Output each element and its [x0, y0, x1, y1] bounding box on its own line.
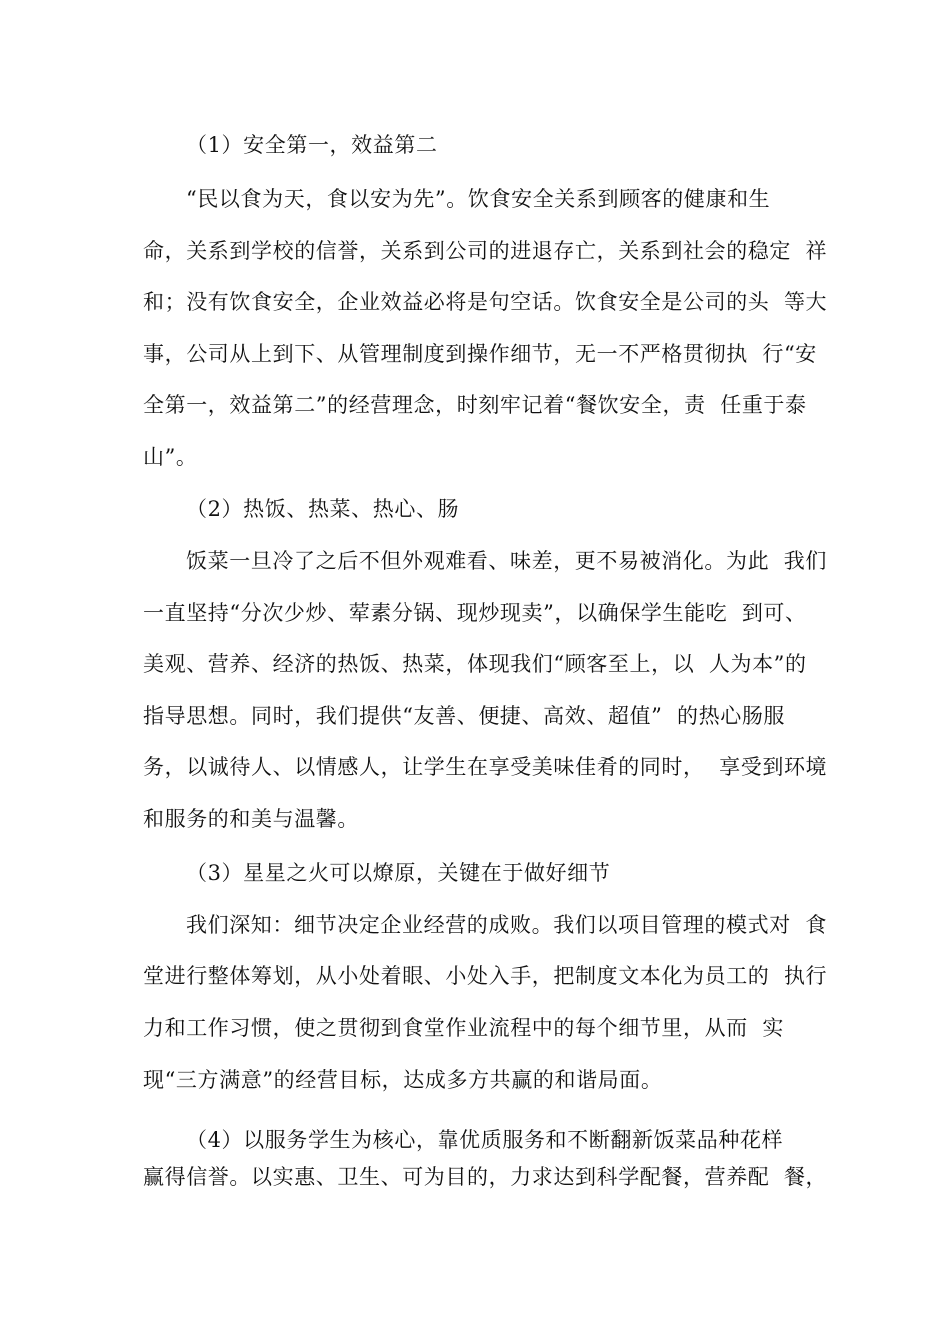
section-1-line: “民以食为天，食以安为先”。饮食安全关系到顾客的健康和生 [186, 187, 771, 211]
section-4-line: 赢得信誉。以实惠、卫生、可为目的，力求达到科学配餐，营养配 餐， [143, 1165, 828, 1189]
section-1-line: 命，关系到学校的信誉，关系到公司的进退存亡，关系到社会的稳定 祥 [143, 239, 828, 263]
section-2-line: 一直坚持“分次少炒、荤素分锅、现炒现卖”，以确保学生能吃 到可、 [143, 601, 807, 625]
section-2-line: 饭菜一旦冷了之后不但外观难看、味差，更不易被消化。为此 我们 [186, 549, 827, 573]
section-1-heading: （1）安全第一，效益第二 [186, 133, 438, 157]
section-3-line: 现“三方满意”的经营目标，达成多方共赢的和谐局面。 [143, 1068, 663, 1092]
section-1-line: 事，公司从上到下、从管理制度到操作细节，无一不严格贯彻执 行“安 [143, 342, 817, 366]
section-2-heading: （2）热饭、热菜、热心、肠 [186, 497, 460, 521]
section-2-line: 指导思想。同时，我们提供“友善、便捷、高效、超值” 的热心肠服 [143, 704, 786, 728]
section-2-line: 务，以诚待人、以情感人，让学生在享受美味佳肴的同时， 享受到环境 [143, 755, 828, 779]
section-3-line: 我们深知：细节决定企业经营的成败。我们以项目管理的模式对 食 [186, 913, 827, 937]
section-1-line: 和；没有饮食安全，企业效益必将是句空话。饮食安全是公司的头 等大 [143, 290, 828, 314]
section-3-line: 力和工作习惯，使之贯彻到食堂作业流程中的每个细节里，从而 实 [143, 1016, 784, 1040]
section-2-line: 美观、营养、经济的热饭、热菜，体现我们“顾客至上，以 人为本”的 [143, 652, 807, 676]
section-3-heading: （3）星星之火可以燎原，关键在于做好细节 [186, 861, 611, 885]
section-4-heading: （4）以服务学生为核心，靠优质服务和不断翻新饭菜品种花样 [186, 1128, 784, 1152]
section-2-line: 和服务的和美与温馨。 [143, 807, 359, 831]
section-1-line: 全第一，效益第二”的经营理念，时刻牢记着“餐饮安全，责 任重于泰 [143, 393, 807, 417]
section-3-line: 堂进行整体筹划，从小处着眼、小处入手，把制度文本化为员工的 执行 [143, 964, 828, 988]
section-1-line: 山”。 [143, 445, 198, 469]
